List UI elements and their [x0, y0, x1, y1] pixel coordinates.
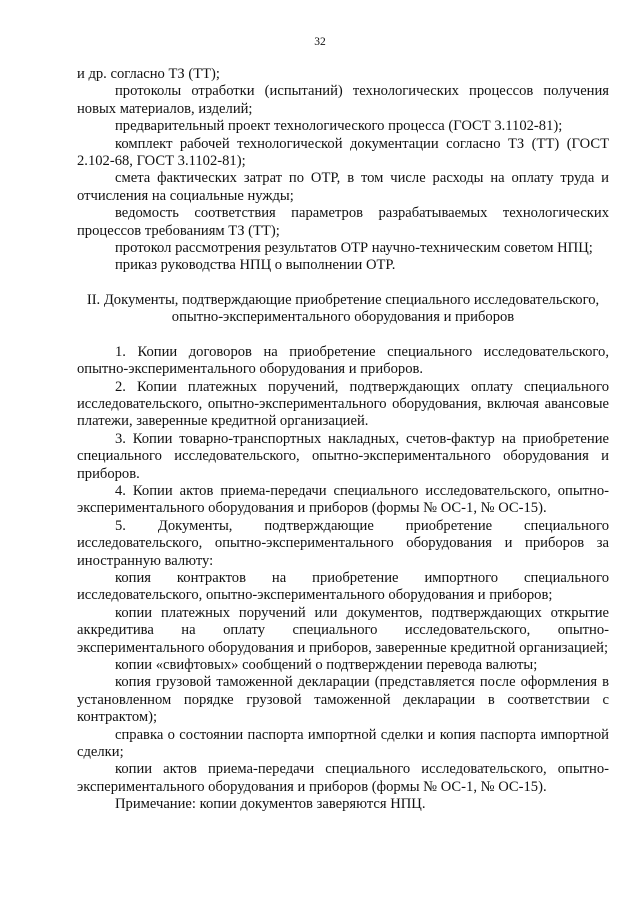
list1-item: ведомость соответствия параметров разрабатываемых технологических процессов требованиям ТЗ (ТТ);	[77, 205, 609, 239]
list1-item: протоколы отработки (испытаний) технологических процессов получения новых материалов, изделий;	[77, 83, 609, 117]
list2-item: 1. Копии договоров на приобретение специального исследовательского, опытно-экспериментального оборудования и приборов.	[77, 343, 609, 378]
document-body	[77, 66, 609, 814]
list2-item: копия контрактов на приобретение импортного специального исследовательского, опытно-экспериментального оборудования и приборов;	[77, 569, 609, 604]
list2-item: копии платежных поручений или документов, подтверждающих открытие аккредитива на оплату специального исследовательского, опытно-экспериментального оборудования и приборов, заверенные кредитной организацией;	[77, 604, 609, 656]
list2-item: копия грузовой таможенной декларации (представляется после оформления в установленном порядке грузовой таможенной декларации в соответствии с контрактом);	[77, 674, 609, 726]
list1-item: протокол рассмотрения результатов ОТР научно-техническим советом НПЦ;	[115, 240, 593, 257]
list2-item: 3. Копии товарно-транспортных накладных, счетов-фактур на приобретение специального исследовательского, опытно-экспериментального оборудования и приборов.	[77, 430, 609, 482]
list2-item: копии актов приема-передачи специального исследовательского, опытно-экспериментального оборудования и приборов (формы № ОС-1, № ОС-15).	[77, 761, 609, 795]
list2-item: 4. Копии актов приема-передачи специального исследовательского, опытно-экспериментального оборудования и приборов (формы № ОС-1, № ОС-15).	[77, 482, 609, 517]
section-title-line: II. Документы, подтверждающие приобретение специального исследовательского,	[86, 291, 600, 308]
list2-item: справка о состоянии паспорта импортной сделки и копия паспорта импортной сделки;	[77, 726, 609, 761]
page-number: 32	[314, 36, 326, 48]
list2	[77, 344, 609, 814]
list2-item: 2. Копии платежных поручений, подтверждающих оплату специального исследовательского, опытно-экспериментального оборудования, включая авансовые платежи, заверенные кредитной организацией.	[77, 378, 609, 430]
note: Примечание: копии документов заверяются НПЦ.	[115, 796, 426, 813]
section-title	[77, 292, 609, 327]
list1-item: предварительный проект технологического процесса (ГОСТ 3.1102-81);	[115, 118, 563, 135]
list1-item: смета фактических затрат по ОТР, в том числе расходы на оплату труда и отчисления на социальные нужды;	[77, 170, 609, 204]
list1-item: и др. согласно ТЗ (ТТ);	[77, 66, 220, 82]
list2-item: копии «свифтовых» сообщений о подтверждении перевода валюты;	[115, 657, 538, 673]
section-title-line: опытно-экспериментального оборудования и приборов	[171, 309, 515, 326]
list2-item: 5. Документы, подтверждающие приобретение специального исследовательского, опытно-экспериментального оборудования и приборов за иностранную валюту:	[77, 517, 609, 569]
list1-item: комплект рабочей технологической документации согласно ТЗ (ТТ) (ГОСТ 2.102-68, ГОСТ 3.1102-81);	[77, 135, 609, 170]
list1-item: приказ руководства НПЦ о выполнении ОТР.	[115, 257, 396, 274]
